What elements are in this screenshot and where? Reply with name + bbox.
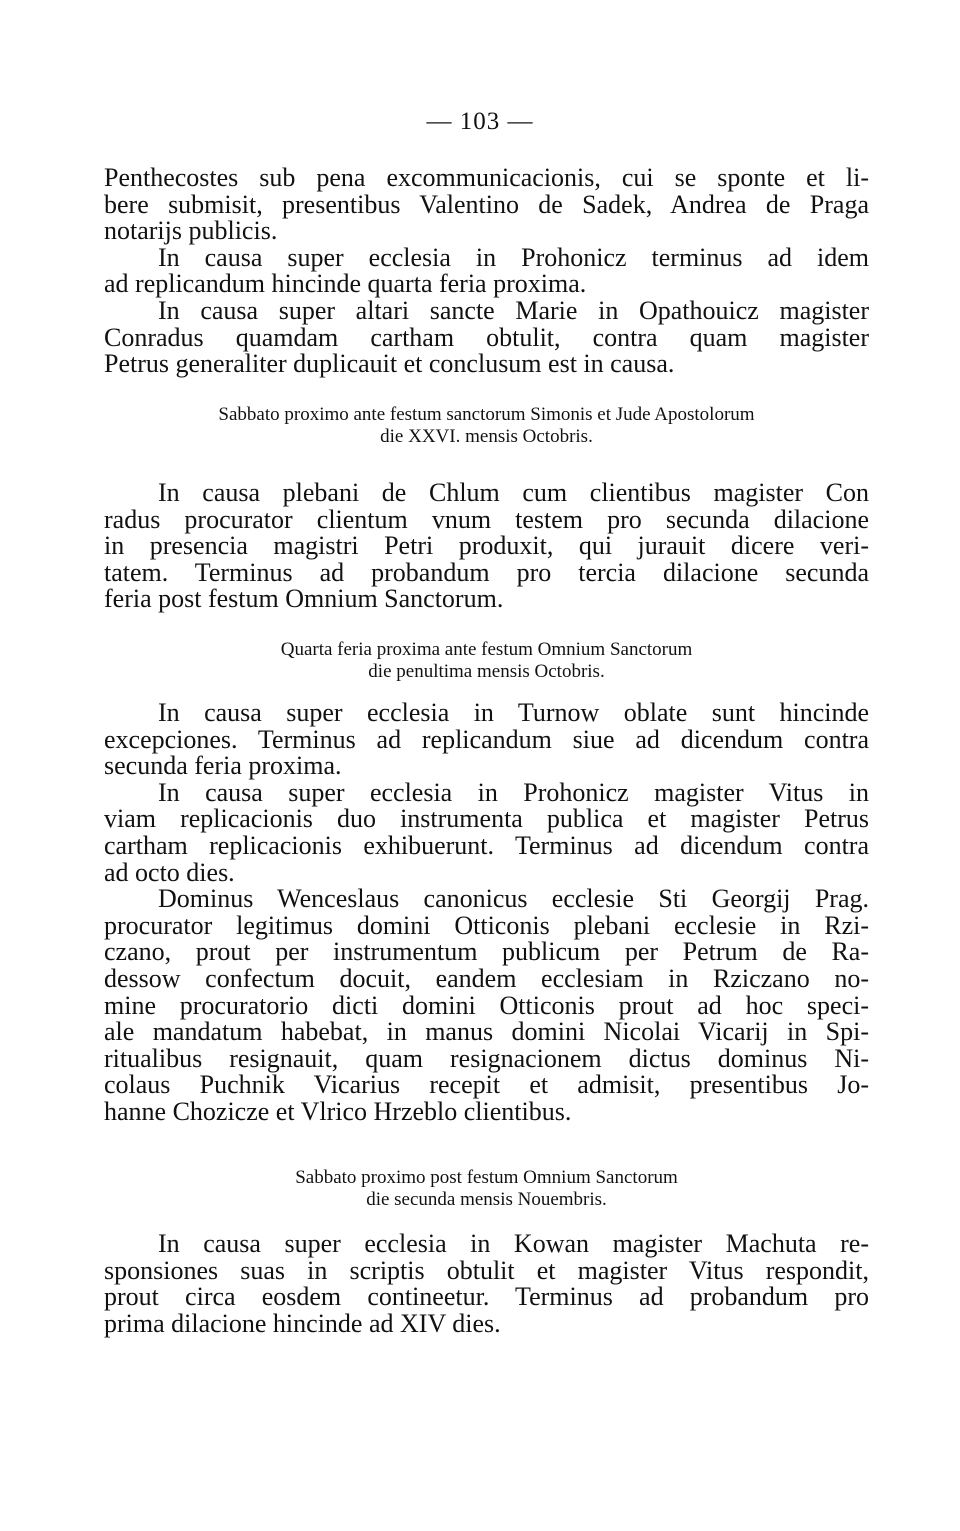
heading-line: die penultima mensis Octobris. xyxy=(368,661,605,682)
page-number: — 103 — xyxy=(426,108,534,135)
text-line: In causa super ecclesia in Kowan magister Machuta re- xyxy=(158,1229,869,1258)
section-heading-2 xyxy=(104,639,869,683)
text-line: czano, prout per instrumentum publicum per Petrum de Ra- xyxy=(104,937,869,967)
text-line: Conradus quamdam cartham obtulit, contra quam magister xyxy=(104,322,869,352)
text-line: In causa super ecclesia in Turnow oblate sunt hincinde xyxy=(158,698,869,727)
text-line: secunda feria proxima. xyxy=(104,751,342,781)
paragraph-block-4 xyxy=(104,1231,869,1337)
text-line: hanne Chozicze et Vlrico Hrzeblo clientibus. xyxy=(104,1096,572,1126)
text-line: bere submisit, presentibus Valentino de Sadek, Andrea de Praga xyxy=(104,189,869,219)
text-line: colaus Puchnik Vicarius recepit et admisit, presentibus Jo- xyxy=(104,1070,869,1100)
text-line: viam replicacionis duo instrumenta publica et magister Petrus xyxy=(104,804,869,834)
paragraph-block-1 xyxy=(104,165,869,378)
text-line: prout circa eosdem contineetur. Terminus ad probandum pro xyxy=(104,1282,869,1312)
text-line: sponsiones suas in scriptis obtulit et magister Vitus respondit, xyxy=(104,1255,869,1285)
text-line: In causa super ecclesia in Prohonicz magister Vitus in xyxy=(158,777,869,807)
text-line: prima dilacione hincinde ad XIV dies. xyxy=(104,1308,501,1338)
section-heading-3 xyxy=(104,1167,869,1211)
text-line: In causa plebani de Chlum cum clientibus magister Con xyxy=(158,478,869,507)
text-line: Petrus generaliter duplicauit et conclusum est in causa. xyxy=(104,349,675,379)
paragraph-block-2 xyxy=(104,480,869,613)
heading-line: Sabbato proximo post festum Omnium Sanctorum xyxy=(295,1167,678,1188)
heading-line: Sabbato proximo ante festum sanctorum Simonis et Jude Apostolorum xyxy=(218,404,755,425)
text-line: ale mandatum habebat, in manus domini Nicolai Vicarij in Spi- xyxy=(104,1017,869,1047)
text-line: Dominus Wenceslaus canonicus ecclesie Sti Georgij Prag. xyxy=(158,884,869,914)
paragraph-block-3 xyxy=(104,700,869,1126)
section-heading-1 xyxy=(104,404,869,448)
text-line: tatem. Terminus ad probandum pro tercia dilacione secunda xyxy=(104,557,869,587)
text-line: notarijs publicis. xyxy=(104,216,278,246)
text-line: procurator legitimus domini Otticonis plebani ecclesie in Rzi- xyxy=(104,910,869,940)
heading-line: Quarta feria proxima ante festum Omnium Sanctorum xyxy=(280,639,693,660)
text-line: ad octo dies. xyxy=(104,857,235,887)
text-line: cartham replicacionis exhibuerunt. Terminus ad dicendum contra xyxy=(104,830,869,860)
text-line: in presencia magistri Petri produxit, qui jurauit dicere veri- xyxy=(104,531,869,561)
text-line: ad replicandum hincinde quarta feria proxima. xyxy=(104,269,587,299)
text-line: ritualibus resignauit, quam resignacionem dictus dominus Ni- xyxy=(104,1043,869,1073)
text-line: excepciones. Terminus ad replicandum siue ad dicendum contra xyxy=(104,724,869,754)
text-line: In causa super altari sancte Marie in Opathouicz magister xyxy=(158,295,869,325)
text-line: In causa super ecclesia in Prohonicz terminus ad idem xyxy=(158,242,869,272)
heading-line: die XXVI. mensis Octobris. xyxy=(380,426,593,447)
text-line: radus procurator clientum vnum testem pro secunda dilacione xyxy=(104,504,869,534)
text-line: Penthecostes sub pena excommunicacionis, cui se sponte et li- xyxy=(104,163,869,192)
text-line: feria post festum Omnium Sanctorum. xyxy=(104,584,504,614)
heading-line: die secunda mensis Nouembris. xyxy=(366,1189,607,1210)
text-line: mine procuratorio dicti domini Otticonis prout ad hoc speci- xyxy=(104,990,869,1020)
text-line: dessow confectum docuit, eandem ecclesiam in Rziczano no- xyxy=(104,963,869,993)
